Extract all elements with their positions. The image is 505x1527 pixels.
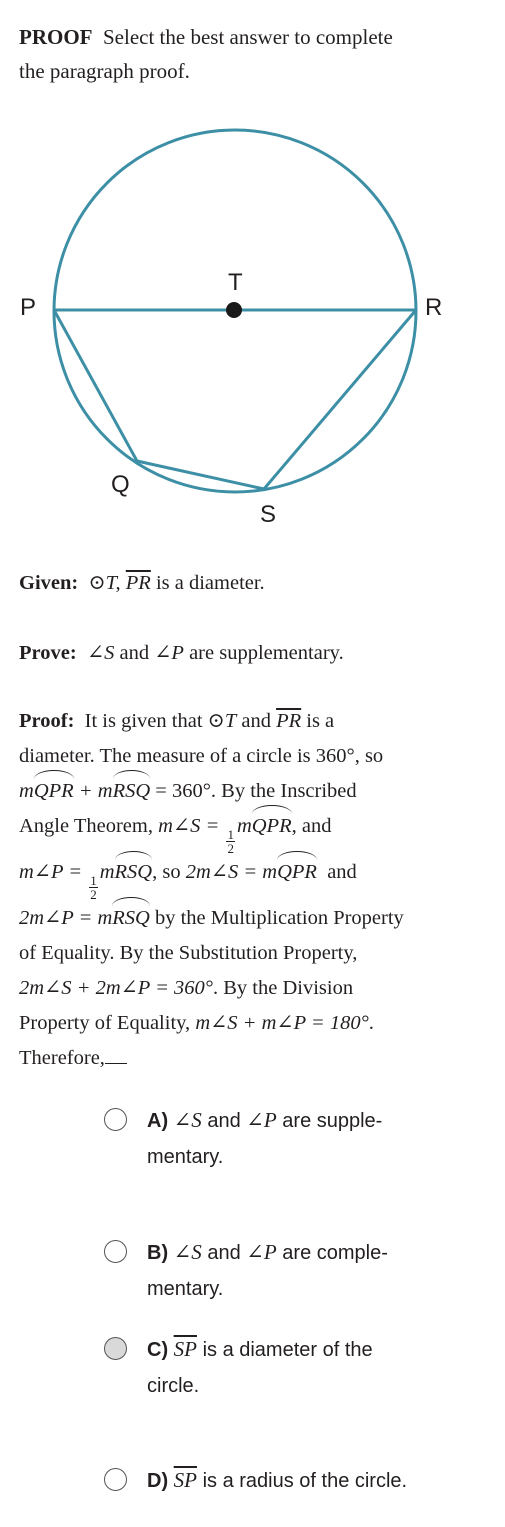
chord-pqsr: [54, 310, 416, 489]
given-circle: ⊙T,: [88, 572, 121, 594]
answer-blank: [105, 1049, 127, 1064]
prove-angle-p: ∠P: [154, 642, 184, 664]
prove-text: are supplementary.: [189, 642, 344, 664]
given-label: Given:: [19, 572, 79, 594]
prove-and: and: [119, 642, 150, 664]
radio-d[interactable]: [104, 1468, 127, 1491]
radio-b[interactable]: [104, 1240, 127, 1263]
fraction-half: $\frac{1}{2}$: [227, 827, 234, 857]
proof-paragraph: Proof: It is given that ⊙T and $\overline{PR}$ is a diameter. The measure of a circle is 360°, so mQPR + mRSQ = 360°. By the Inscribed Angle Theorem, m∠S = $\frac{1}{2}$ mQPR, and m∠P = $\frac{1}{2}$ mRSQ, so 2m∠S = mQPR and 2m∠P = mRSQ by the Multiplication Property of Equality. By the Substitution Property, 2m∠S + 2m∠P = 360°. By the Division Property of Equality, m∠S + m∠P = 180°. Therefore,: [19, 710, 404, 1070]
label-r: R: [425, 294, 443, 321]
label-p: P: [20, 294, 37, 321]
instruction: Select the best answer to complete: [103, 25, 393, 49]
proof-label: Proof:: [19, 710, 75, 732]
circle-diagram: [0, 100, 505, 530]
label-t: T: [228, 269, 243, 296]
radio-a[interactable]: [104, 1108, 127, 1131]
label-s: S: [260, 501, 277, 528]
prove: [19, 636, 489, 671]
prove-angle-s: ∠S: [86, 642, 115, 664]
center-point: [226, 302, 242, 318]
instruction-line2: the paragraph proof.: [19, 59, 190, 83]
given-text: is a diameter.: [155, 572, 265, 594]
header: [19, 20, 489, 88]
given-segment: $\overline{PR}$: [125, 572, 151, 594]
label-q: Q: [111, 471, 130, 498]
radio-c[interactable]: [104, 1337, 127, 1360]
prove-label: Prove:: [19, 642, 77, 664]
given: [19, 566, 489, 601]
proof-label: PROOF: [19, 25, 93, 49]
